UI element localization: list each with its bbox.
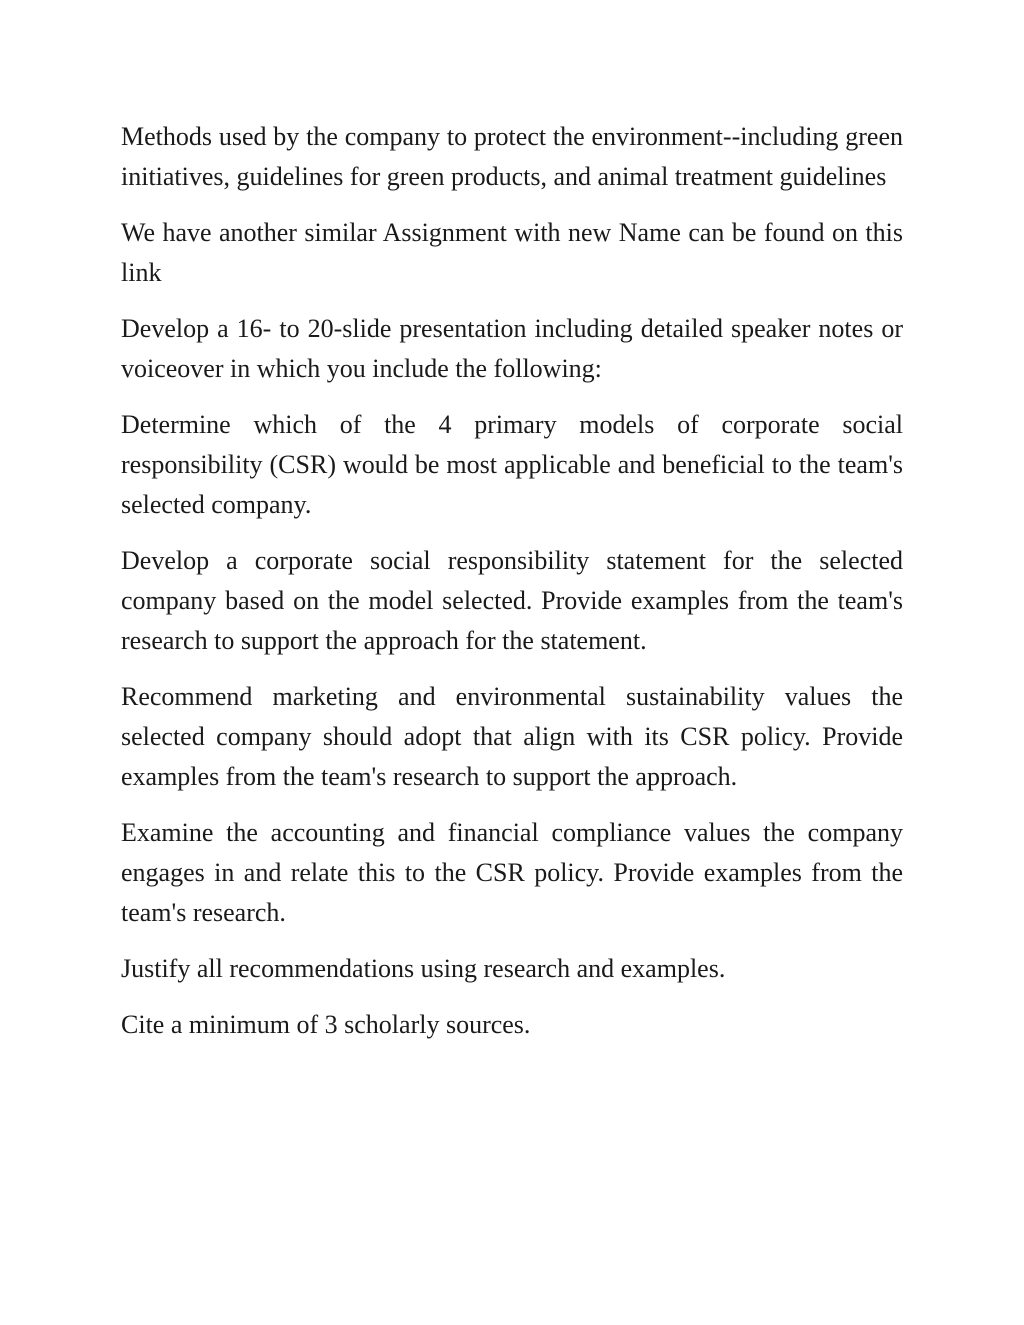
paragraph-cite-sources: Cite a minimum of 3 scholarly sources. (121, 1010, 531, 1039)
paragraph-csr-statement: Develop a corporate social responsibility statement for the selected company based on the model selected. Provide examples from the team's research to support the approach for the statement. (121, 546, 903, 655)
paragraph-recommend-values: Recommend marketing and environmental sustainability values the selected company should adopt that align with its CSR policy. Provide examples from the team's research to support the approach. (121, 682, 903, 791)
document-page (121, 117, 903, 1061)
paragraph-determine-csr-model: Determine which of the 4 primary models of corporate social responsibility (CSR) would be most applicable and beneficial to the team's selected company. (121, 410, 903, 519)
paragraph-similar-assignment: We have another similar Assignment with new Name can be found on this link (121, 218, 903, 287)
paragraph-environment-methods: Methods used by the company to protect the environment--including green initiatives, guidelines for green products, and animal treatment guidelines (121, 122, 903, 191)
paragraph-examine-compliance: Examine the accounting and financial compliance values the company engages in and relate this to the CSR policy. Provide examples from the team's research. (121, 818, 903, 927)
paragraph-justify-recommendations: Justify all recommendations using research and examples. (121, 954, 726, 983)
paragraph-develop-presentation: Develop a 16- to 20-slide presentation including detailed speaker notes or voiceover in which you include the following: (121, 314, 903, 383)
